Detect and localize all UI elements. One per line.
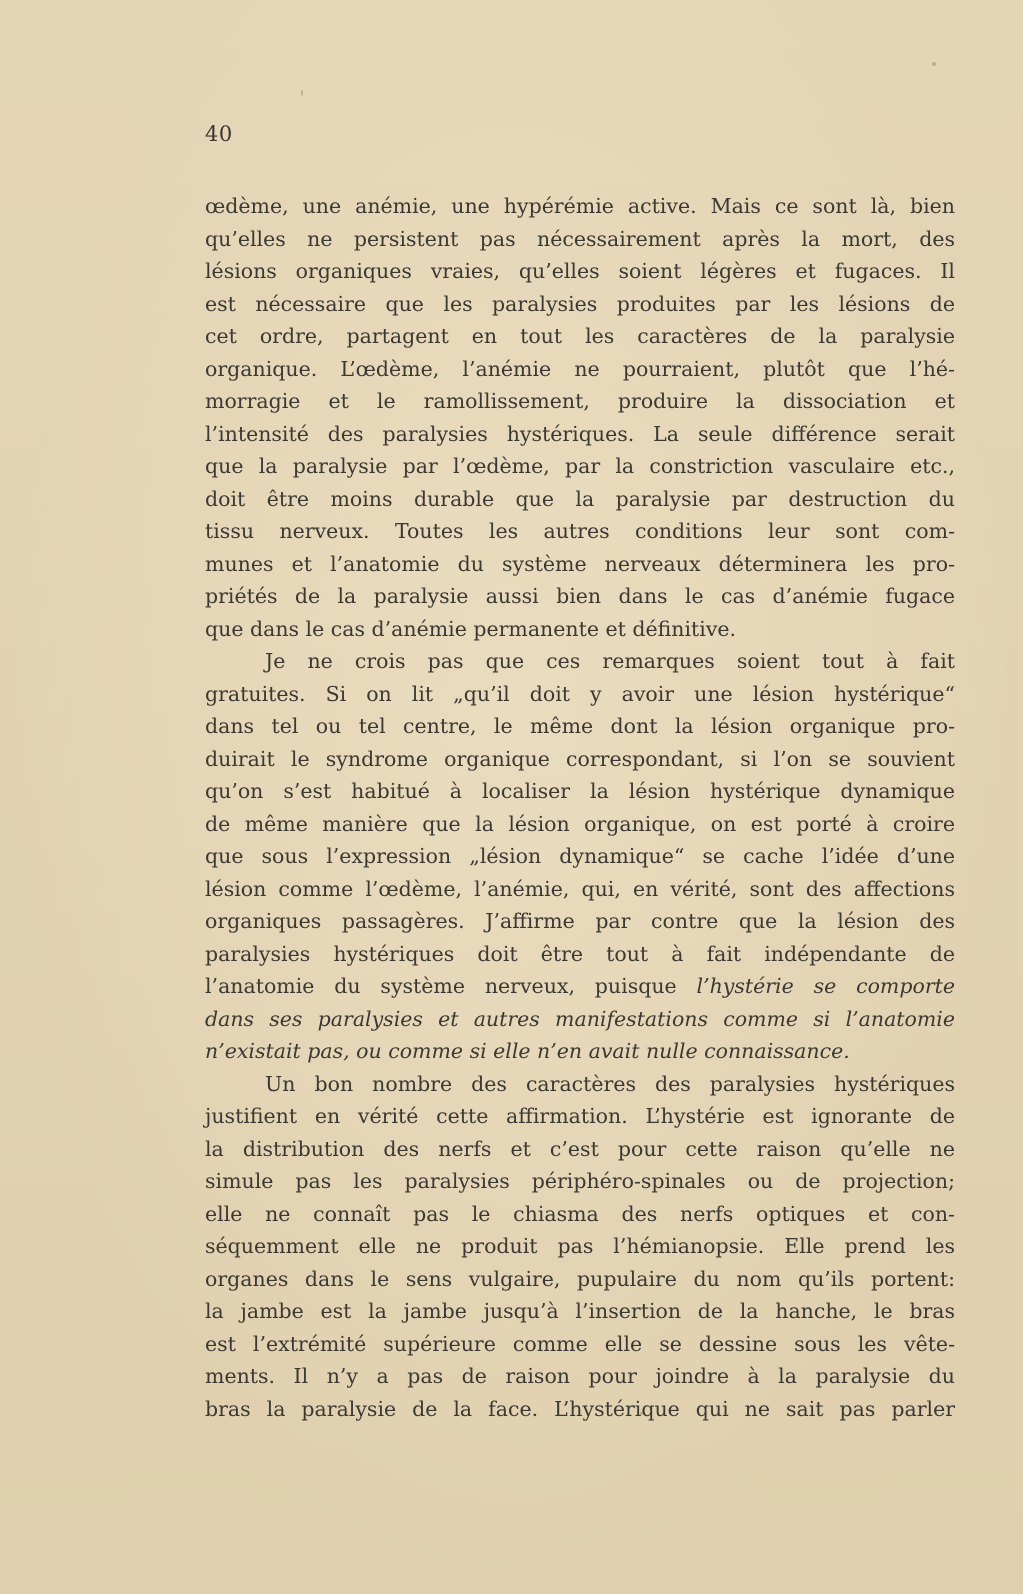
text-line: [205, 190, 955, 223]
text-line: [205, 873, 955, 906]
text-line: [205, 1360, 955, 1393]
text-line: [205, 645, 955, 678]
text-line-plain: qu’elles ne persistent pas nécessairement après la mort, des: [205, 226, 955, 251]
text-line: [205, 255, 955, 288]
text-line: [205, 970, 955, 1003]
text-line: [205, 840, 955, 873]
text-line-plain: justifient en vérité cette affirmation. L’hystérie est ignorante de: [205, 1104, 955, 1128]
text-line: [205, 1068, 955, 1101]
text-line-plain: paralysies hystériques doit être tout à fait indépendante de: [205, 941, 955, 966]
text-line-plain: Un bon nombre des caractères des paralysies hystériques: [265, 1071, 955, 1096]
text-line-plain: bras la paralysie de la face. L’hystérique qui ne sait pas parler: [205, 1396, 955, 1421]
text-line: [205, 938, 955, 971]
page-number: 40: [205, 122, 233, 146]
text-line: [205, 710, 955, 743]
body-text: [205, 190, 955, 1425]
text-line: [205, 418, 955, 451]
text-line: [205, 1230, 955, 1263]
text-line-plain: de même manière que la lésion organique, on est porté à croire: [205, 811, 955, 836]
text-line: [205, 515, 955, 548]
text-line: [205, 288, 955, 321]
text-line-plain: que la paralysie par l’œdème, par la constriction vasculaire etc.,: [205, 454, 955, 478]
text-line: [205, 1328, 955, 1361]
text-line-plain: simule pas les paralysies périphéro-spinales ou de projection;: [205, 1169, 955, 1193]
text-line: [205, 320, 955, 353]
text-line: [205, 1198, 955, 1231]
paper-speck: [640, 1412, 643, 1415]
text-line-plain: séquemment elle ne produit pas l’hémianopsie. Elle prend les: [205, 1234, 955, 1258]
text-line-plain: organes dans le sens vulgaire, pupulaire du nom qu’ils portent:: [205, 1266, 955, 1291]
text-line-plain: que dans le cas d’anémie permanente et définitive.: [205, 616, 737, 641]
text-line-plain: ments. Il n’y a pas de raison pour joindre à la paralysie du: [205, 1364, 955, 1388]
text-line-plain: doit être moins durable que la paralysie par destruction du: [205, 486, 955, 511]
text-line: [205, 678, 955, 711]
text-line: [205, 385, 955, 418]
text-line-plain: œdème, une anémie, une hypérémie active. Mais ce sont là, bien: [205, 194, 955, 218]
text-line-plain: la distribution des nerfs et c’est pour cette raison qu’elle ne: [205, 1136, 955, 1161]
text-line-plain: priétés de la paralysie aussi bien dans le cas d’anémie fugace: [205, 584, 955, 608]
paper-speck: [932, 62, 936, 66]
text-line: [205, 223, 955, 256]
text-line: [205, 613, 955, 646]
text-line: [205, 1100, 955, 1133]
text-line: [205, 808, 955, 841]
text-line-plain: lésion comme l’œdème, l’anémie, qui, en vérité, sont des affections: [205, 876, 955, 901]
text-line-plain: elle ne connaît pas le chiasma des nerfs optiques et con-: [205, 1201, 955, 1226]
text-line-plain: dans tel ou tel centre, le même dont la lésion organique pro-: [205, 714, 955, 738]
text-line-plain: l’anatomie du système nerveux, puisque: [205, 974, 697, 998]
text-line-plain: cet ordre, partagent en tout les caractères de la paralysie: [205, 324, 955, 348]
text-line-plain: que sous l’expression „lésion dynamique“ se cache l’idée d’une: [205, 844, 955, 868]
text-line-plain: tissu nerveux. Toutes les autres conditions leur sont com-: [205, 519, 955, 543]
text-line: [205, 1263, 955, 1296]
text-line-plain: morragie et le ramollissement, produire la dissociation et: [205, 389, 955, 413]
text-line-plain: organique. L’œdème, l’anémie ne pourraient, plutôt que l’hé-: [205, 356, 955, 381]
text-line: [205, 1165, 955, 1198]
text-line-plain: l’intensité des paralysies hystériques. La seule différence serait: [205, 421, 955, 446]
text-line-plain: Je ne crois pas que ces remarques soient tout à fait: [265, 649, 955, 673]
text-line-plain: est nécessaire que les paralysies produites par les lésions de: [205, 291, 955, 316]
text-line: [205, 548, 955, 581]
text-line-plain: est l’extrémité supérieure comme elle se dessine sous les vête-: [205, 1331, 955, 1356]
text-line-plain: gratuites. Si on lit „qu’il doit y avoir une lésion hystérique“: [205, 681, 955, 706]
text-line: [205, 353, 955, 386]
text-line: [205, 1393, 955, 1426]
text-line: [205, 580, 955, 613]
text-line: [205, 1133, 955, 1166]
text-line: [205, 1295, 955, 1328]
text-line-italic: l’hystérie se comporte: [696, 974, 955, 998]
paper-speck: [301, 90, 303, 96]
text-line: [205, 905, 955, 938]
text-line: [205, 775, 955, 808]
text-line-italic: n’existait pas, ou comme si elle n’en avait nulle connaissance.: [205, 1039, 850, 1063]
text-line-plain: organiques passagères. J’affirme par contre que la lésion des: [205, 909, 955, 933]
text-line: [205, 483, 955, 516]
text-line-plain: lésions organiques vraies, qu’elles soient légères et fugaces. Il: [205, 259, 955, 283]
text-line-plain: duirait le syndrome organique correspondant, si l’on se souvient: [205, 746, 955, 771]
text-line: [205, 1035, 955, 1068]
text-line: [205, 743, 955, 776]
text-line-italic: dans ses paralysies et autres manifestations comme si l’anatomie: [205, 1006, 955, 1031]
text-line-plain: la jambe est la jambe jusqu’à l’insertion de la hanche, le bras: [205, 1299, 955, 1323]
text-line-plain: qu’on s’est habitué à localiser la lésion hystérique dynamique: [205, 779, 955, 803]
text-line: [205, 1003, 955, 1036]
text-line-plain: munes et l’anatomie du système nerveaux déterminera les pro-: [205, 551, 955, 576]
text-line: [205, 450, 955, 483]
